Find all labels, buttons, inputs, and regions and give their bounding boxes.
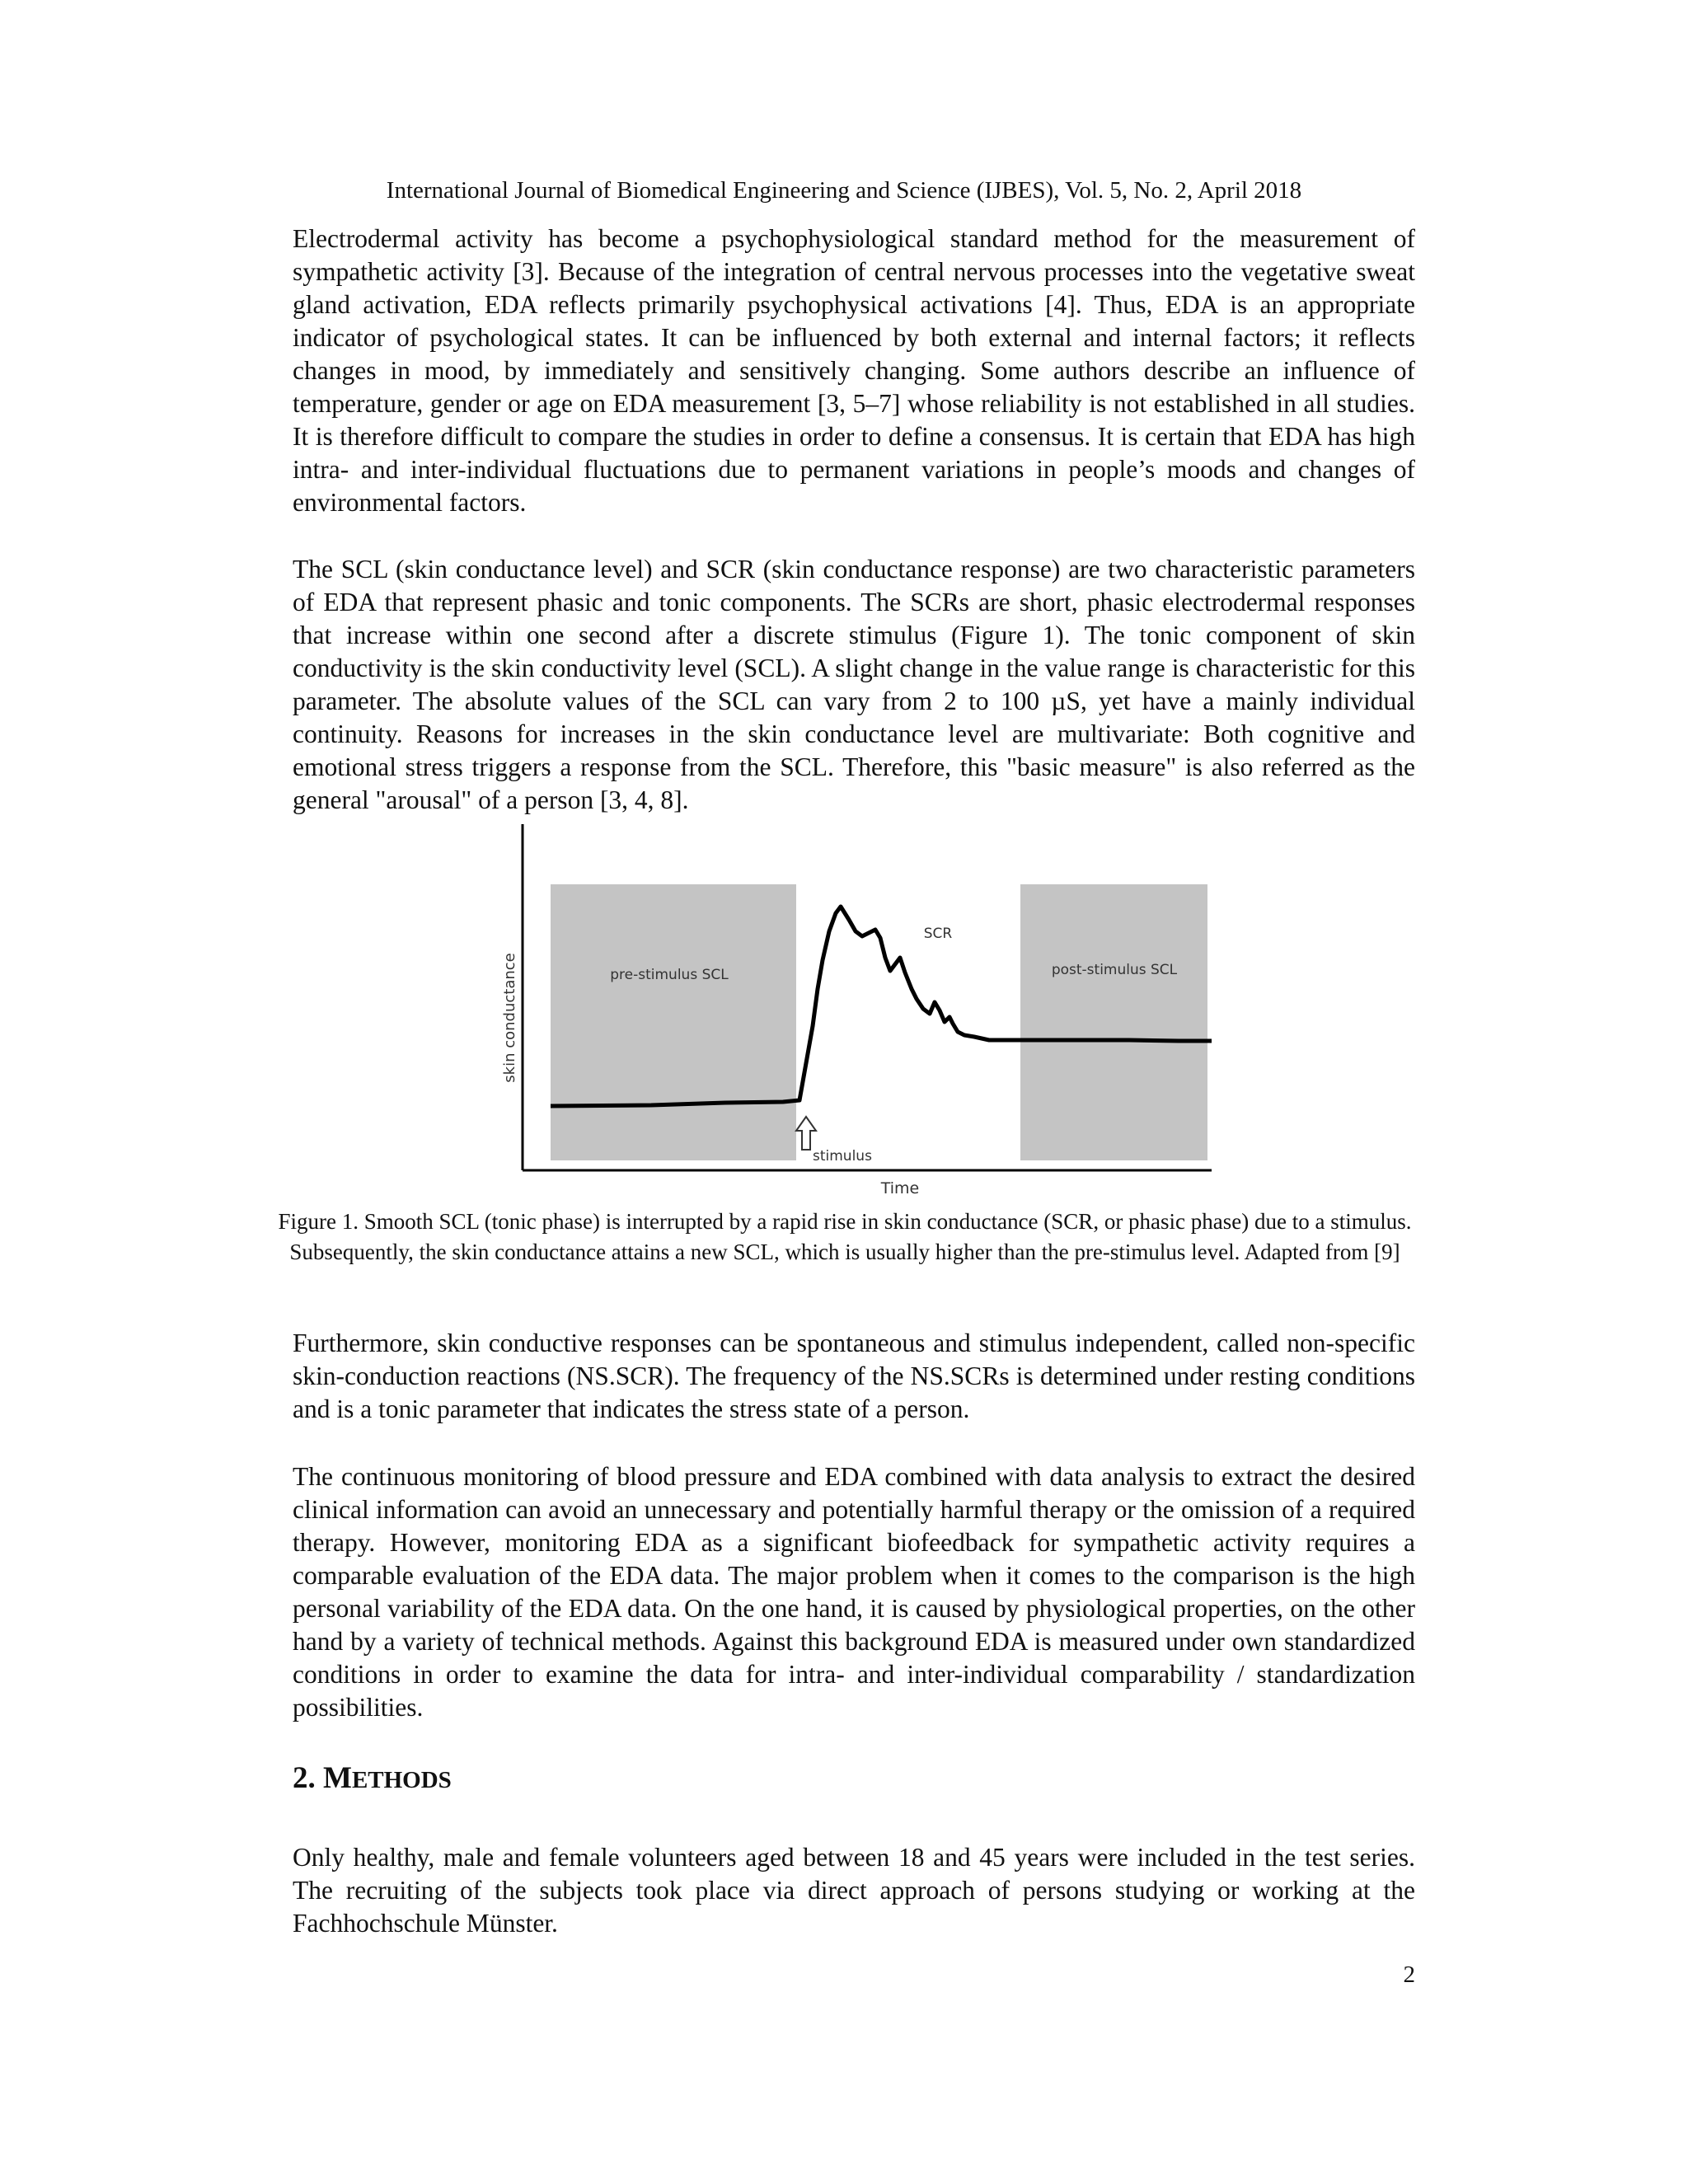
pre-stimulus-region [551, 884, 796, 1160]
figure-1 [486, 816, 1228, 1203]
pre-stimulus-label: pre-stimulus SCL [610, 967, 729, 983]
post-stimulus-label: post-stimulus SCL [1051, 962, 1178, 978]
stimulus-arrow-icon [796, 1117, 816, 1150]
figure-1-caption: Figure 1. Smooth SCL (tonic phase) is interrupted by a rapid rise in skin conductance (SCR, or phasic phase) due to a stimulus. Subsequently, the skin conductance attains a new SCL, which is usually higher than the pre-stimulus level. Adapted from [9] [278, 1209, 1412, 1264]
section-heading-methods [293, 1760, 452, 1798]
paragraph-eda-intro: Electrodermal activity has become a psychophysiological standard method for the measurement of sympathetic activity [3]. Because of the integration of central nervous processes into the vegetative sweat gland activation, EDA reflects primarily psychophysical activations [4]. Thus, EDA is an appropriate indicator of psychological states. It can be influenced by both external and internal factors; it reflects changes in mood, by immediately and sensitively changing. Some authors describe an influence of temperature, gender or age on EDA measurement [3, 5–7] whose reliability is not established in all studies. It is therefore difficult to compare the studies in order to define a consensus. It is certain that EDA has high intra- and inter-individual fluctuations due to permanent variations in people’s moods and changes of environmental factors. [293, 224, 1415, 517]
paragraph-monitoring: The continuous monitoring of blood pressure and EDA combined with data analysis to extract the desired clinical information can avoid an unnecessary and potentially harmful therapy or the omission of a required therapy. However, monitoring EDA as a significant biofeedback for sympathetic activity requires a comparable evaluation of the EDA data. The major problem when it comes to the comparison is the high personal variability of the EDA data. On the one hand, it is caused by physiological properties, on the other hand by a variety of technical methods. Against this background EDA is measured under own standardized conditions in order to examine the data for intra- and inter-individual comparability / standardization possibilities. [293, 1462, 1415, 1722]
stimulus-label: stimulus [813, 1148, 872, 1165]
post-stimulus-region [1020, 884, 1207, 1160]
page-number: 2 [1403, 1961, 1415, 1988]
paragraph-scl-scr: The SCL (skin conductance level) and SCR (skin conductance response) are two characteristic parameters of EDA that represent phasic and tonic components. The SCRs are short, phasic electrodermal responses that increase within one second after a discrete stimulus (Figure 1). The tonic component of skin conductivity is the skin conductivity level (SCL). A slight change in the value range is characteristic for this parameter. The absolute values of the SCL can vary from 2 to 100 µS, yet have a mainly individual continuity. Reasons for increases in the skin conductance level are multivariate: Both cognitive and emotional stress triggers a response from the SCL. Therefore, this "basic measure" is also referred as the general "arousal" of a person [3, 4, 8]. [293, 555, 1415, 814]
running-header: International Journal of Biomedical Engineering and Science (IJBES), Vol. 5, No. 2, April 2018 [386, 177, 1302, 204]
section-heading-number: 2. M [293, 1761, 352, 1795]
paragraph-ns-scr: Furthermore, skin conductive responses can be spontaneous and stimulus independent, called non-specific skin-conduction reactions (NS.SCR). The frequency of the NS.SCRs is determined under resting conditions and is a tonic parameter that indicates the stress state of a person. [293, 1329, 1415, 1423]
paragraph-methods: Only healthy, male and female volunteers aged between 18 and 45 years were included in the test series. The recruiting of the subjects took place via direct approach of persons studying or working at the Fachhochschule Münster. [293, 1843, 1415, 1938]
figure-1-plot [486, 816, 1228, 1203]
x-axis-label: Time [880, 1179, 920, 1197]
y-axis-label: skin conductance [501, 953, 518, 1083]
section-heading-rest: ETHODS [351, 1767, 452, 1793]
scr-label: SCR [923, 926, 953, 942]
